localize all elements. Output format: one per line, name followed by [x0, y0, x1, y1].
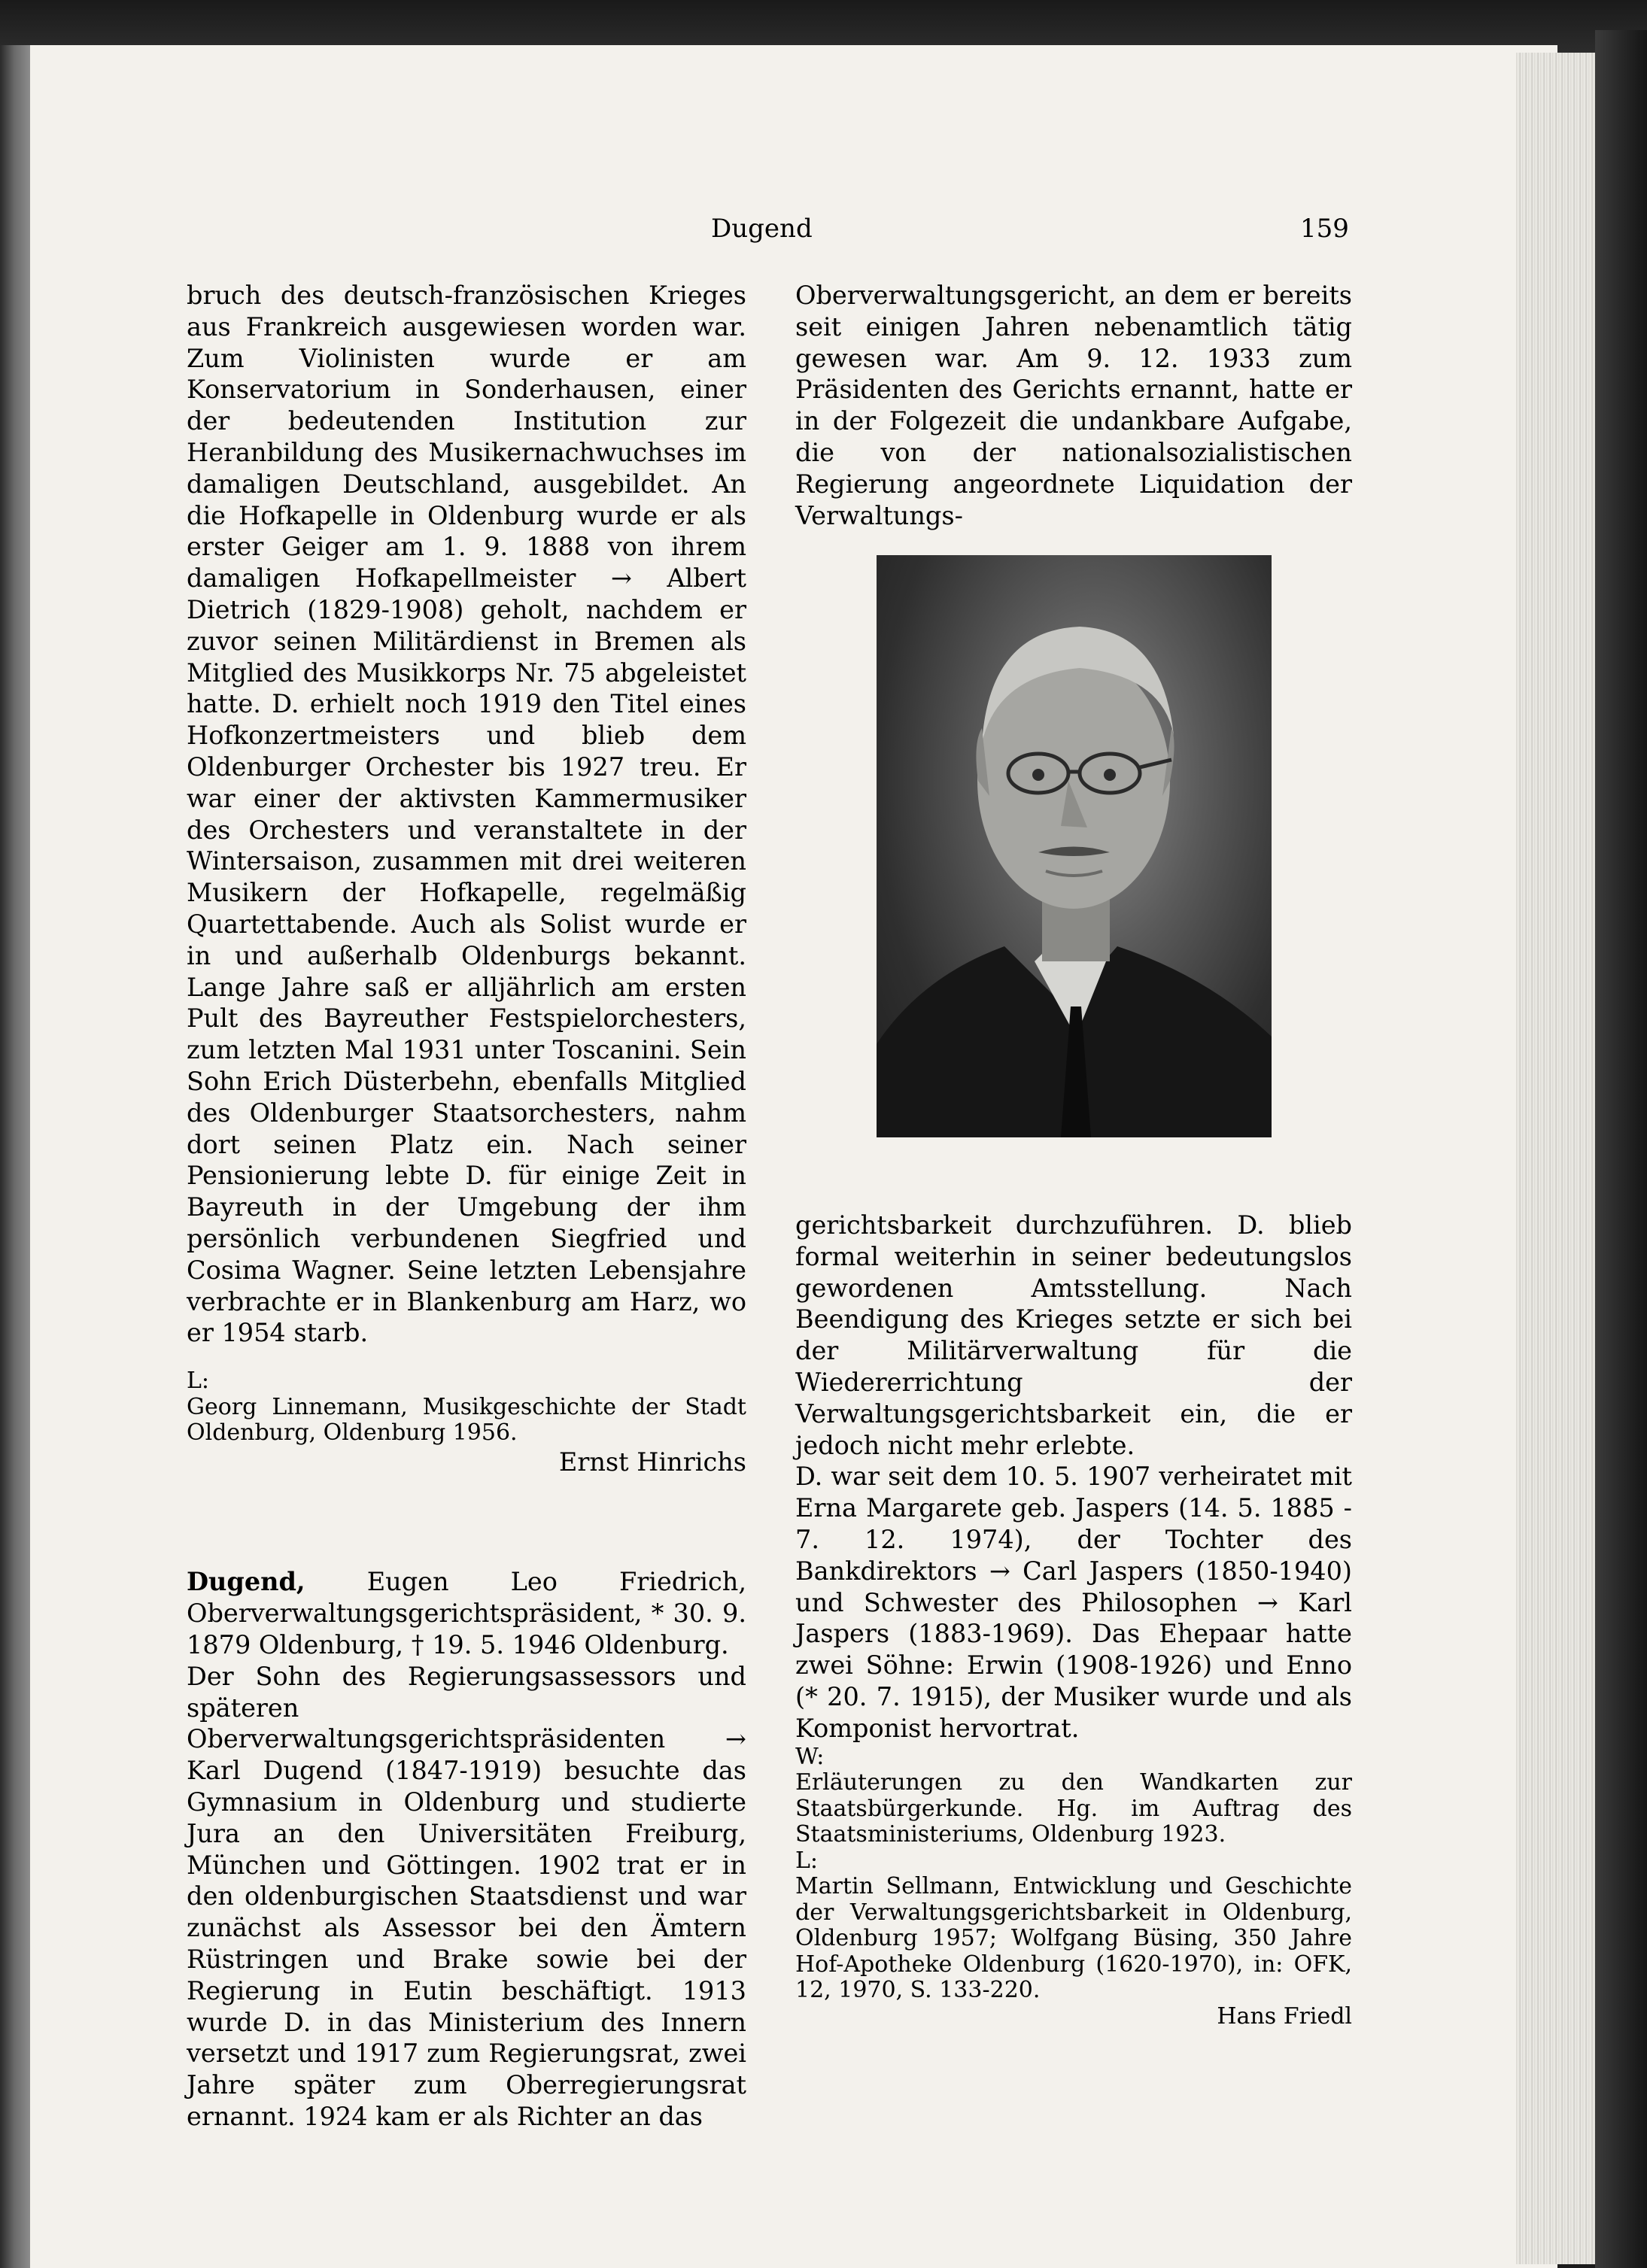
- right-column-text-1: gerichtsbarkeit durchzuführen. D. blieb formal weiterhin in seiner bedeutungslos gewordenen Amtsstellung. Nach Beendigung des Krieges setzte er sich bei der Militärverwaltung für die Wiedererrichtung der Verwaltungsgerichtsbarkeit ein, die er jedoch nicht mehr erlebte.: [795, 1210, 1352, 1460]
- works-text: Erläuterungen zu den Wandkarten zur Staatsbürgerkunde. Hg. im Auftrag des Staatsministeriums, Oldenburg 1923.: [795, 1769, 1352, 1848]
- left-column: [187, 280, 746, 2133]
- right-column-top-text: Oberverwaltungsgericht, an dem er bereits seit einigen Jahren nebenamtlich tätig gewesen war. Am 9. 12. 1933 zum Präsidenten des Gerichts ernannt, hatte er in der Folgezeit die undankbare Aufgabe, die von der nationalsozialistischen Regierung angeordnete Liquidation der Verwaltungs-: [795, 281, 1352, 530]
- works-label: W:: [795, 1743, 825, 1770]
- previous-entry-continuation: bruch des deutsch-französischen Krieges aus Frankreich ausgewiesen worden war. Zum Violinisten wurde er am Konservatorium in Sonderhausen, einer der bedeutenden Institution zur Heranbildung des Musikernachwuchses im damaligen Deutschland, ausgebildet. An die Hofkapelle in Oldenburg wurde er als erster Geiger am 1. 9. 1888 von ihrem damaligen Hofkapellmeister → Albert Dietrich (1829-1908) geholt, nachdem er zuvor seinen Militärdienst in Bremen als Mitglied des Musikkorps Nr. 75 abgeleistet hatte. D. erhielt noch 1919 den Titel eines Hofkonzertmeisters und blieb dem Oldenburger Orchester bis 1927 treu. Er war einer der aktivsten Kammermusiker des Orchesters und veranstaltete in der Wintersaison, zusammen mit drei weiteren Musikern der Hofkapelle, regelmäßig Quartettabende. Auch als Solist wurde er in und außerhalb Oldenburgs bekannt. Lange Jahre saß er alljährlich am ersten Pult des Bayreuther Festspielorchesters, zum letzten Mal 1931 unter Toscanini. Sein Sohn Erich Düsterbehn, ebenfalls Mitglied des Oldenburger Staatsorchesters, nahm dort seinen Platz ein. Nach seiner Pensionierung lebte D. für einige Zeit in Bayreuth in der Umgebung der ihm persönlich verbundenen Siegfried und Cosima Wagner. Seine letzten Lebensjahre verbrachte er in Blankenburg am Harz, wo er 1954 starb.: [187, 281, 746, 1348]
- literature-label: L:: [795, 1847, 819, 1874]
- running-title: Dugend: [711, 214, 813, 244]
- entry-header-text: Eugen Leo Friedrich, Oberverwaltungsgerichtspräsident, * 30. 9. 1879 Oldenburg, † 19. 5. 1946 Oldenburg.: [187, 1567, 746, 1659]
- page-edges-stack: [1516, 53, 1599, 2264]
- page-number: 159: [1300, 214, 1349, 244]
- literature-text: Georg Linnemann, Musikgeschichte der Stadt Oldenburg, Oldenburg 1956.: [187, 1393, 746, 1447]
- entry-name: Dugend,: [187, 1567, 305, 1597]
- entry-author: Ernst Hinrichs: [558, 1447, 746, 1477]
- portrait-photo: [877, 555, 1272, 1137]
- entry-header: [187, 1566, 746, 1660]
- right-column-text-2: D. war seit dem 10. 5. 1907 verheiratet mit Erna Margarete geb. Jaspers (14. 5. 1885 - 7. 12. 1974), der Tochter des Bankdirektors → Carl Jaspers (1850-1940) und Schwester des Philosophen → Karl Jaspers (1883-1969). Das Ehepaar hatte zwei Söhne: Erwin (1908-1926) und Enno (* 20. 7. 1915), der Musiker wurde und als Komponist hervortrat.: [795, 1462, 1352, 1743]
- right-column-top: [795, 280, 1352, 531]
- literature-label: L:: [187, 1368, 210, 1395]
- right-column-bottom: [795, 1210, 1352, 2030]
- literature-text: Martin Sellmann, Entwicklung und Geschichte der Verwaltungsgerichtsbarkeit in Oldenburg, Oldenburg 1957; Wolfgang Büsing, 350 Jahre Hof-Apotheke Oldenburg (1620-1970), in: OFK, 12, 1970, S. 133-220.: [795, 1873, 1352, 2004]
- entry-author: Hans Friedl: [1217, 2002, 1352, 2030]
- portrait-figure: [877, 555, 1272, 1137]
- entry-body: Der Sohn des Regierungsassessors und späteren Oberverwaltungsgerichtspräsidenten → Karl Dugend (1847-1919) besuchte das Gymnasium in Oldenburg und studierte Jura an den Universitäten Freiburg, München und Göttingen. 1902 trat er in den oldenburgischen Staatsdienst und war zunächst als Assessor bei den Ämtern Rüstringen und Brake sowie bei der Regierung in Eutin beschäftigt. 1913 wurde D. in das Ministerium des Innern versetzt und 1917 zum Regierungsrat, zwei Jahre später zum Oberregierungsrat ernannt. 1924 kam er als Richter an das: [187, 1661, 746, 2131]
- book-cover-right: [1595, 30, 1647, 2268]
